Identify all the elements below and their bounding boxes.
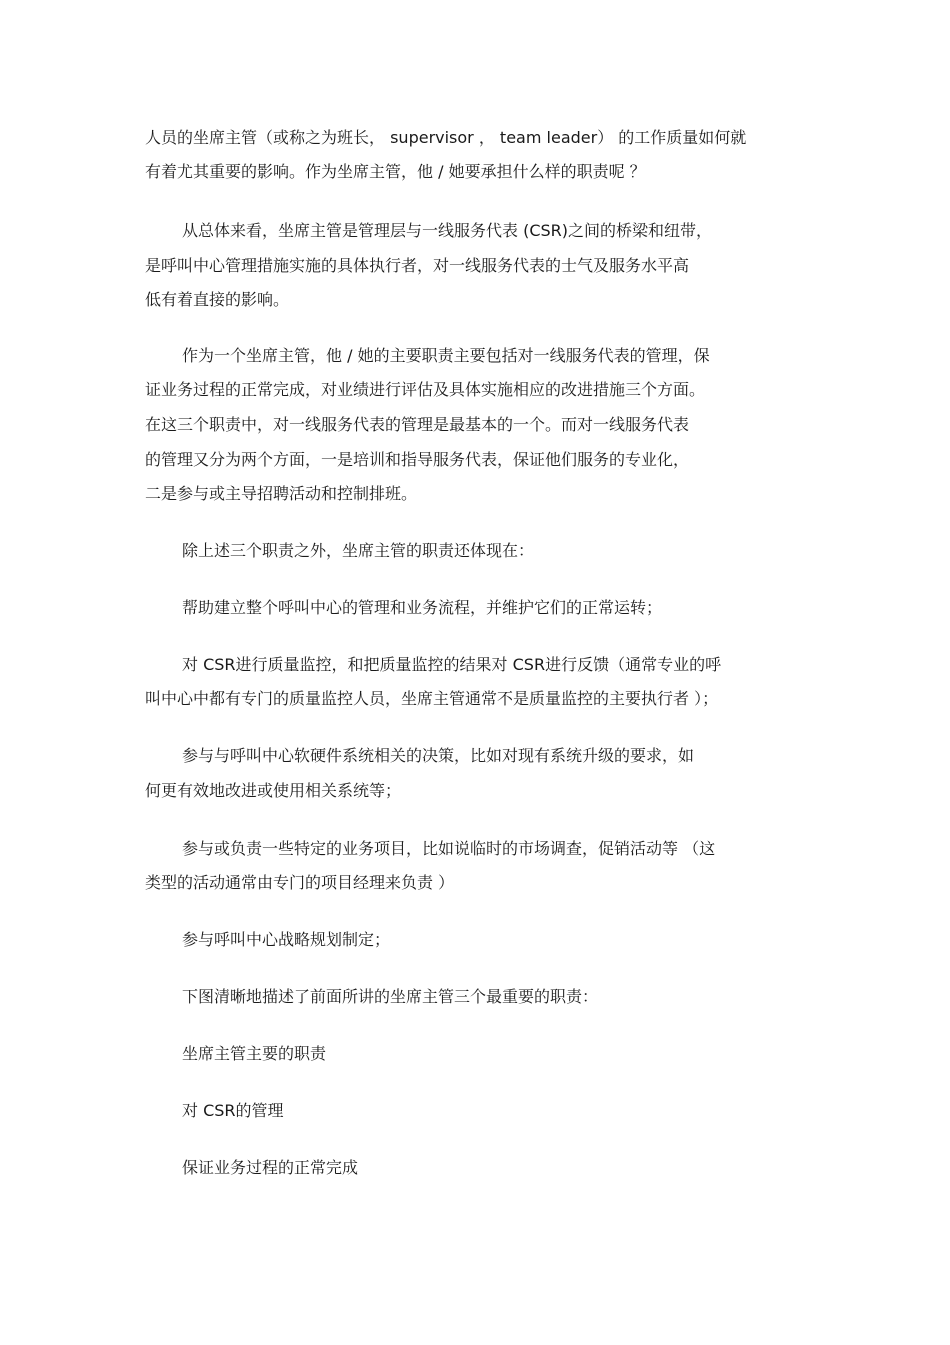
paragraph-9-line-1: 参与呼叫中心战略规划制定； — [182, 930, 391, 949]
paragraph-6-line-1: 对 CSR进行质量监控，和把质量监控的结果对 CSR进行反馈（通常专业的呼 — [182, 655, 722, 674]
paragraph-1-line-1: 人员的坐席主管（或称之为班长， supervisor ， team leader） 的工作质量如何就 — [145, 128, 747, 147]
paragraph-6-line-2: 叫中心中都有专门的质量监控人员，坐席主管通常不是质量监控的主要执行者 ）； — [145, 689, 719, 708]
paragraph-3-line-2: 证业务过程的正常完成，对业绩进行评估及具体实施相应的改进措施三个方面。 — [145, 380, 706, 399]
paragraph-2-line-2: 是呼叫中心管理措施实施的具体执行者，对一线服务代表的士气及服务水平高 — [145, 256, 690, 275]
paragraph-10-line-1: 下图清晰地描述了前面所讲的坐席主管三个最重要的职责： — [182, 987, 599, 1006]
paragraph-3-line-3: 在这三个职责中，对一线服务代表的管理是最基本的一个。而对一线服务代表 — [145, 415, 690, 434]
paragraph-4-line-1: 除上述三个职责之外，坐席主管的职责还体现在： — [182, 541, 535, 560]
paragraph-7-line-1: 参与与呼叫中心软硬件系统相关的决策，比如对现有系统升级的要求，如 — [182, 746, 695, 765]
diagram-caption-title: 坐席主管主要的职责 — [182, 1044, 327, 1063]
paragraph-7-line-2: 何更有效地改进或使用相关系统等； — [145, 781, 402, 800]
paragraph-1-line-2: 有着尤其重要的影响。作为坐席主管，他 / 她要承担什么样的职责呢 ？ — [145, 162, 646, 181]
diagram-item-csr-management: 对 CSR的管理 — [182, 1101, 284, 1120]
paragraph-2-line-3: 低有着直接的影响。 — [145, 290, 290, 309]
paragraph-5-line-1: 帮助建立整个呼叫中心的管理和业务流程，并维护它们的正常运转； — [182, 598, 663, 617]
paragraph-3-line-4: 的管理又分为两个方面，一是培训和指导服务代表，保证他们服务的专业化， — [145, 450, 690, 469]
diagram-item-business-process: 保证业务过程的正常完成 — [182, 1158, 359, 1177]
paragraph-3-line-5: 二是参与或主导招聘活动和控制排班。 — [145, 484, 418, 503]
paragraph-3-line-1: 作为一个坐席主管，他 / 她的主要职责主要包括对一线服务代表的管理，保 — [182, 346, 710, 365]
paragraph-8-line-1: 参与或负责一些特定的业务项目，比如说临时的市场调查，促销活动等 （这 — [182, 839, 716, 858]
paragraph-8-line-2: 类型的活动通常由专门的项目经理来负责 ） — [145, 873, 455, 892]
paragraph-2-line-1: 从总体来看，坐席主管是管理层与一线服务代表 (CSR)之间的桥梁和纽带， — [182, 221, 713, 240]
